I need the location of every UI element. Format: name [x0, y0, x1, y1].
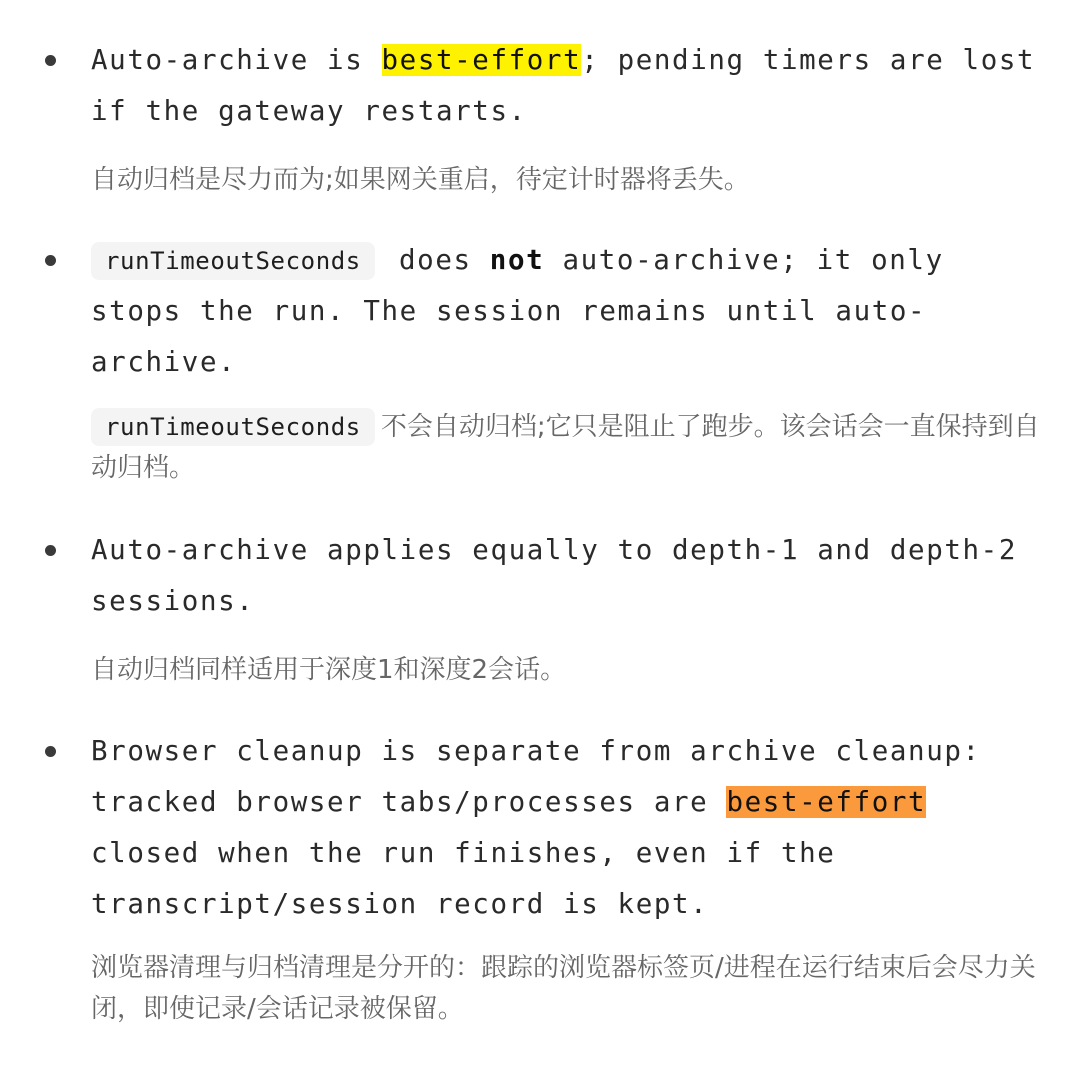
chinese-translation — [91, 407, 1041, 489]
inline-code: runTimeoutSeconds — [91, 242, 375, 280]
chinese-translation: 自动归档同样适用于深度1和深度2会话。 — [91, 655, 567, 685]
english-text — [91, 35, 1041, 137]
highlight-orange: best-effort — [726, 786, 927, 818]
bold-text: not — [489, 244, 545, 276]
chinese-translation: 浏览器清理与归档清理是分开的：跟踪的浏览器标签页/进程在运行结束后会尽力关闭，即使记录/会话记录被保留。 — [91, 953, 1036, 1024]
chinese-translation: 自动归档是尽力而为;如果网关重启，待定计时器将丢失。 — [91, 165, 750, 195]
text-segment: Browser cleanup is separate from archive cleanup: tracked browser tabs/processes are — [91, 735, 981, 818]
text-segment: 不会自动归档;它只是阻止了跑步。该会话会一直保持到自动归档。 — [91, 412, 1040, 483]
bullet-dot — [45, 545, 56, 556]
text-segment: closed when the run finishes, even if the transcript/session record is kept. — [91, 837, 836, 920]
bullet-dot — [45, 746, 56, 757]
highlight-yellow: best-effort — [381, 44, 582, 76]
english-text — [91, 525, 1041, 627]
bullet-dot — [45, 255, 56, 266]
text-segment: does — [380, 244, 490, 276]
text-segment: auto-archive; it only stops the run. The session remains until auto- archive. — [91, 244, 944, 378]
text-segment: Auto-archive is — [91, 44, 382, 76]
text-segment: ; pending timers are lost if the gateway restarts. — [91, 44, 1036, 127]
english-text — [91, 726, 1041, 930]
english-text — [91, 235, 1041, 388]
bullet-dot — [45, 55, 56, 66]
inline-code: runTimeoutSeconds — [91, 408, 375, 446]
text-segment: Auto-archive applies equally to depth-1 and depth-2 sessions. — [91, 534, 1017, 617]
